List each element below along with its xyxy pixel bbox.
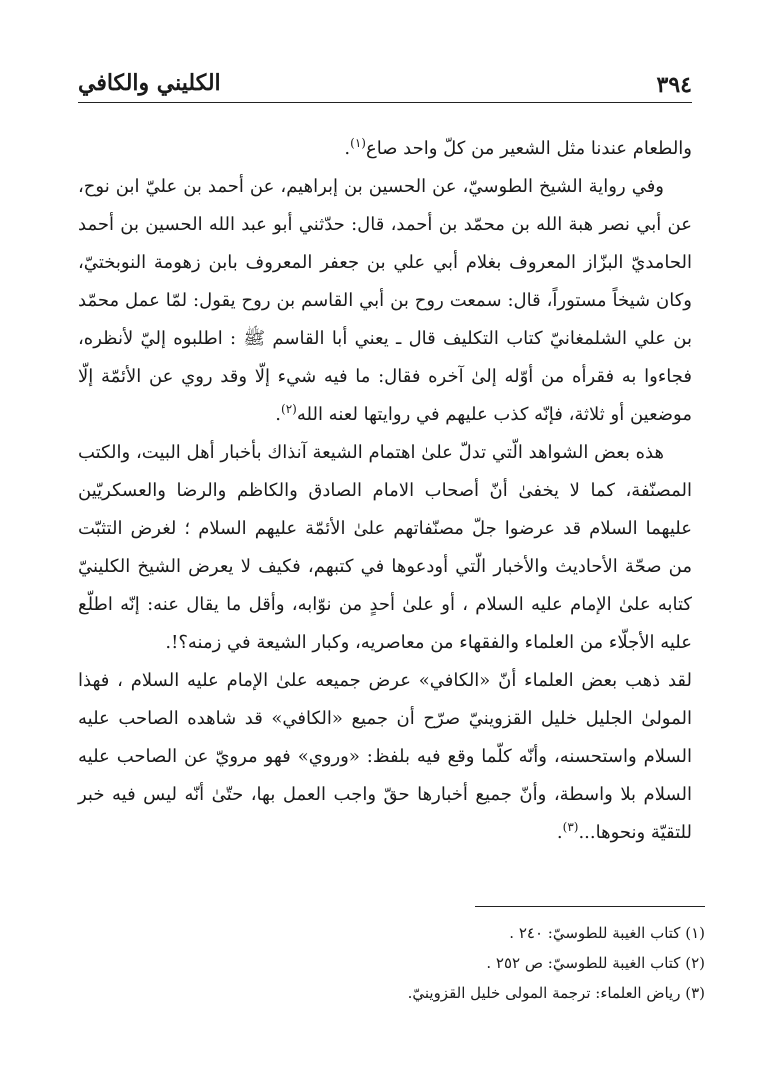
- running-title: الكليني والكافي: [78, 70, 221, 96]
- footnotes: [91, 918, 705, 1008]
- paragraph-3: هذه بعض الشواهد الّتي تدلّ علىٰ اهتمام الشيعة آنذاك بأخبار أهل البيت، والكتب المصنّفة، كما لا يخفىٰ أنّ أصحاب الامام الصادق والكاظم والرضا والعسكريّين عليهما السلام قد عرضوا جلّ مصنّفاتهم علىٰ الأئمّة عليهم السلام ؛ لغرض التثبّت من صحّة الأحاديث والأخبار الّتي أودعوها في كتبهم، فكيف لا يعرض الشيخ الكلينيّ كتابه علىٰ الإمام عليه السلام ، أو علىٰ أحدٍ من نوّابه، وأقل ما يقال عنه: إنّه اطلّع عليه الأجلّاء من العلماء والفقهاء من معاصريه، وكبار الشيعة في زمنه؟!.: [78, 442, 692, 653]
- paragraph-1: والطعام عندنا مثل الشعير من كلّ واحد صاع$^{(١)}$.: [344, 136, 692, 159]
- paragraph-2: وفي رواية الشيخ الطوسيّ، عن الحسين بن إبراهيم، عن أحمد بن عليّ ابن نوح، عن أبي نصر هبة الله بن محمّد بن أحمد، قال: حدّثني أبو عبد الله الحسين بن أحمد الحامديّ البزّاز المعروف بغلام أبي علي بن جعفر المعروف بابن زهومة النوبختيّ، وكان شيخاً مستوراً، قال: سمعت روح بن أبي القاسم بن روح يقول: لمّا عمل محمّد بن علي الشلمغانيّ كتاب التكليف قال ـ يعني أبا القاسم ﷺ : اطلبوه إليّ لأنظره، فجاءوا به فقرأه من أوّله إلىٰ آخره فقال: ما فيه شيء إلّا وقد روي عن الأئمّة إلّا موضعين أو ثلاثة، فإنّه كذب عليهم في روايتها لعنه الله$^{(٢)}$.: [78, 176, 692, 425]
- header-rule: [78, 102, 692, 103]
- page-header: [78, 64, 692, 104]
- footnote-ref: (٣): [562, 820, 579, 834]
- paragraph-4: لقد ذهب بعض العلماء أنّ «الكافي» عرض جميعه علىٰ الإمام عليه السلام ، فهذا المولىٰ الجليل خليل القزوينيّ صرّح أن جميع «الكافي» قد شاهده الصاحب عليه السلام واستحسنه، وأنّه كلّما وقع فيه بلفظ: «وروي» فهو مرويّ عن الصاحب عليه السلام بلا واسطة، وأنّ جميع أخبارها حقّ واجب العمل بها، حتّىٰ أنّه ليس فيه خبر للتقيّة ونحوها...$^{(٣)}$.: [78, 670, 692, 843]
- footnote-2: (٢) كتاب الغيبة للطوسيّ: ص ٢٥٢ .: [486, 954, 705, 972]
- page-number: ٣٩٤: [656, 72, 692, 98]
- footnote-ref: (١): [350, 136, 366, 150]
- footnote-ref: (٢): [281, 402, 297, 416]
- main-text: [78, 130, 692, 852]
- footnote-1: (١) كتاب الغيبة للطوسيّ: ٢٤٠ .: [509, 924, 705, 942]
- footnote-rule: [475, 906, 705, 907]
- footnote-3: (٣) رياض العلماء: ترجمة المولى خليل القزوينيّ.: [407, 984, 705, 1002]
